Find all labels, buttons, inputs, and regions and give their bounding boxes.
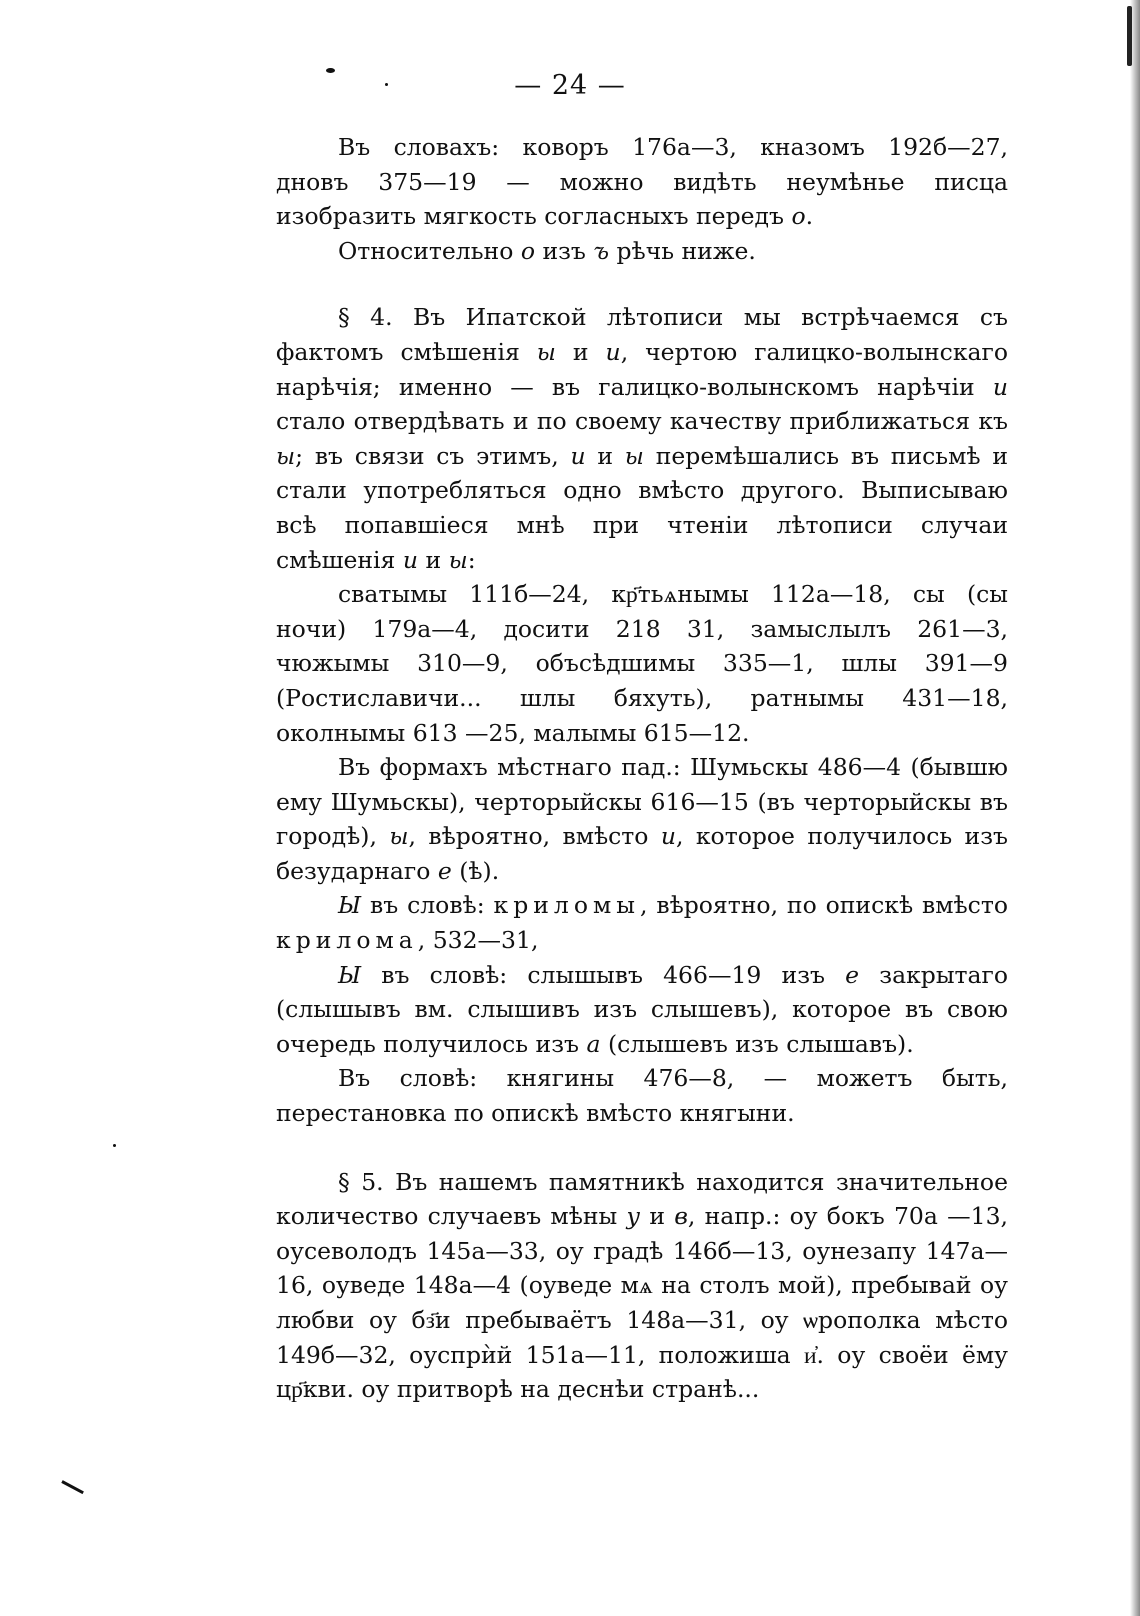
- section-5-paragraph: § 5. Въ нашемъ памятникѣ находится значительное количество случаевъ мѣны у и в, напр.: оу бокъ 70а —13, оуcеволодъ 145а—33, оу градѣ 146б—13, оунезапу 147а—16, оуведе 148а—4 (оуведе мѧ на столъ мой), пребывай оу любви оу бз҃и пребываётъ 148а—31, оу ѡрополка мѣсто 149б—32, оуспрѝй 151а—11, положиша и҆. оу своёи ёму цр҃кви. оу притворѣ на деснѣи странѣ...: [276, 1167, 1008, 1404]
- examples-list: сватымы 111б—24, кр҃тьѧнымы 112а—18, сы (сы ночи) 179а—4, досити 218 31, замыслылъ 261—3, чюжымы 310—9, объсѣдшимы 335—1, шлы 391—9 (Ростиславичи... шлы бяхуть), ратнымы 431—18, околнымы 613 —25, малымы 615—12.: [276, 580, 1008, 747]
- section-4-paragraph: § 4. Въ Ипатской лѣтописи мы встрѣчаемся съ фактомъ смѣшенія ы и и, чертою галицко-волынскаго нарѣчія; именно — въ галицко-волынскомъ нарѣчіи и стало отвердѣвать и по своему качеству приближаться къ ы; въ связи съ этимъ, и и ы перемѣшались въ письмѣ и стали употребляться одно вмѣсто другого. Выписываю всѣ попавшіеся мнѣ при чтеніи лѣтописи случаи смѣшенія и и ы:: [276, 303, 1008, 574]
- paragraph-1: Въ словахъ: коворъ 176а—3, кназомъ 192б—27, дновъ 375—19 — можно видѣть неумѣнье писца изобразить мягкость согласныхъ передъ о.: [276, 133, 1008, 231]
- page-edge-shadow: [1130, 0, 1140, 1616]
- page-number: — 24 —: [514, 70, 626, 101]
- paragraph-krilomy: Ы въ словѣ: криломы, вѣроятно, по опискѣ вмѣсто крилома, 532—31,: [276, 891, 1008, 955]
- paragraph-locative: Въ формахъ мѣстнаго пад.: Шумьскы 486—4 (бывшю ему Шумьскы), черторыйскы 616—15 (въ черторыйскы въ городѣ), ы, вѣроятно, вмѣсто и, которое получилось изъ безударнаго е (ѣ).: [276, 753, 1008, 885]
- paragraph-2: Относительно о изъ ъ рѣчь ниже.: [338, 236, 756, 265]
- body-text: [276, 130, 1008, 1407]
- paragraph-slyshyv: Ы въ словѣ: слышывъ 466—19 изъ е закрытаго (слышывъ вм. слышивъ изъ слышевъ), которое въ свою очередь получилось изъ а (слышевъ изъ слышавъ).: [276, 960, 1008, 1058]
- page-edge-blot: [1127, 6, 1132, 66]
- ink-speck: [113, 1144, 116, 1147]
- paragraph-knyaginy: Въ словѣ: княгины 476—8, — можетъ быть, перестановка по опискѣ вмѣсто княгыни.: [276, 1064, 1008, 1128]
- margin-scratch: [61, 1480, 84, 1494]
